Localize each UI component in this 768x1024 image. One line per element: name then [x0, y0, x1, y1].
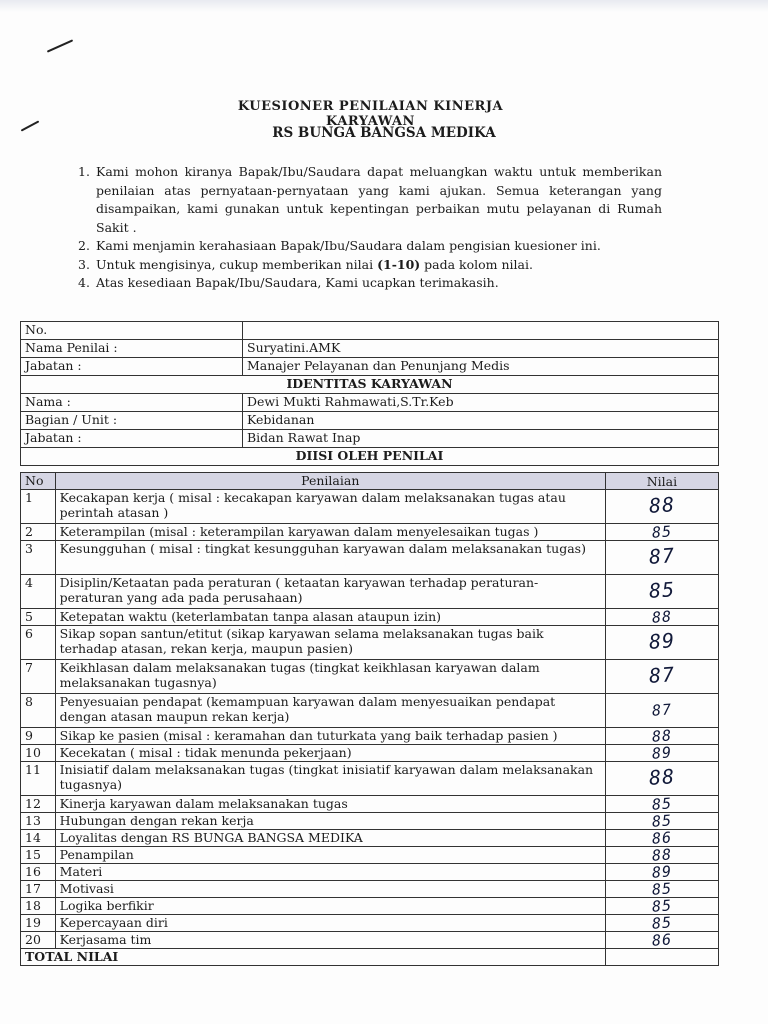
handwritten-score: 88: [651, 844, 673, 865]
handwritten-score: 87: [651, 700, 673, 720]
table-row: 4 Disiplin/Ketaatan pada peraturan ( ketaatan karyawan terhadap peraturan-peraturan yang ada pada perusahaan) 85: [21, 575, 719, 609]
table-row: 20 Kerjasama tim 86: [21, 932, 719, 949]
instruction-item: 2. Kami menjamin kerahasiaan Bapak/Ibu/Saudara dalam pengisian kuesioner ini.: [78, 238, 601, 253]
table-row: 7 Keikhlasan dalam melaksanakan tugas (tingkat keikhlasan karyawan dalam melaksanakan tugasnya) 87: [21, 660, 719, 694]
instruction-item: 3. Untuk mengisinya, cukup memberikan nilai (1-10) pada kolom nilai.: [78, 256, 533, 272]
table-row: 5 Ketepatan waktu (keterlambatan tanpa alasan ataupun izin) 88: [21, 609, 719, 626]
table-row: 14 Loyalitas dengan RS BUNGA BANGSA MEDIKA 86: [21, 830, 719, 847]
table-row: 2 Keterampilan (misal : keterampilan karyawan dalam menyelesaikan tugas ) 85: [21, 524, 719, 541]
table-row: 19 Kepercayaan diri 85: [21, 915, 719, 932]
document-title: RS BUNGA BANGSA MEDIKA: [272, 125, 496, 141]
handwritten-score: 88: [648, 764, 676, 790]
identity-table: [20, 321, 719, 466]
table-row: 1 Kecakapan kerja ( misal : kecakapan karyawan dalam melaksanakan tugas atau perintah atasan ) 88: [21, 490, 719, 524]
no-value: [243, 322, 719, 340]
handwritten-score: 86: [651, 827, 673, 848]
handwritten-score: 85: [648, 577, 676, 603]
jabatan-karyawan-value: Bidan Rawat Inap: [243, 430, 719, 448]
handwritten-score: 85: [651, 895, 673, 916]
jabatan-karyawan-label: Jabatan :: [21, 430, 243, 448]
handwritten-score: 85: [651, 810, 673, 831]
handwritten-score: 88: [648, 492, 676, 518]
table-row: 17 Motivasi 85: [21, 881, 719, 898]
table-row: 13 Hubungan dengan rekan kerja 85: [21, 813, 719, 830]
table-row: 15 Penampilan 88: [21, 847, 719, 864]
handwritten-score: 88: [651, 725, 673, 746]
header-penilaian: Penilaian: [55, 473, 605, 490]
table-row: 11 Inisiatif dalam melaksanakan tugas (tingkat inisiatif karyawan dalam melaksanakan tugasnya) 88: [21, 762, 719, 796]
table-row: 18 Logika berfikir 85: [21, 898, 719, 915]
nama-label: Nama :: [21, 394, 243, 412]
header-nilai: Nilai: [605, 473, 718, 490]
pen-stroke-mark: [47, 39, 73, 52]
cut-off-header: KUESIONER PENILAIAN KINERJA KARYAWAN: [237, 99, 504, 129]
scan-shadow: [0, 0, 768, 12]
handwritten-score: 86: [651, 929, 673, 950]
handwritten-score: 85: [651, 793, 673, 814]
diisi-heading: DIISI OLEH PENILAI: [21, 448, 719, 466]
instructions-list: [74, 163, 662, 293]
handwritten-score: 89: [648, 628, 676, 654]
no-label: No.: [21, 322, 243, 340]
total-label: TOTAL NILAI: [21, 949, 606, 966]
score-table-header: [21, 473, 719, 490]
handwritten-score: 87: [648, 543, 676, 569]
bagian-label: Bagian / Unit :: [21, 412, 243, 430]
table-row: 10 Kecekatan ( misal : tidak menunda pekerjaan) 89: [21, 745, 719, 762]
table-row: 12 Kinerja karyawan dalam melaksanakan tugas 85: [21, 796, 719, 813]
table-row: 9 Sikap ke pasien (misal : keramahan dan tuturkata yang baik terhadap pasien ) 88: [21, 728, 719, 745]
penilai-label: Nama Penilai :: [21, 340, 243, 358]
handwritten-score: 85: [651, 878, 673, 899]
nama-value: Dewi Mukti Rahmawati,S.Tr.Keb: [243, 394, 719, 412]
header-no: No: [21, 473, 56, 490]
table-row: 3 Kesungguhan ( misal : tingkat kesungguhan karyawan dalam melaksanakan tugas) 87: [21, 541, 719, 575]
table-row: 16 Materi 89: [21, 864, 719, 881]
handwritten-score: 89: [651, 742, 673, 763]
handwritten-score: 88: [651, 606, 673, 627]
handwritten-score: 85: [651, 521, 673, 542]
jabatan-label: Jabatan :: [21, 358, 243, 376]
score-table: [20, 472, 719, 966]
table-row: 6 Sikap sopan santun/etitut (sikap karyawan selama melaksanakan tugas baik terhadap atasan, rekan kerja, maupun pasien) 89: [21, 626, 719, 660]
penilai-value: Suryatini.AMK: [243, 340, 719, 358]
handwritten-score: 85: [651, 912, 673, 933]
bagian-value: Kebidanan: [243, 412, 719, 430]
handwritten-score: 89: [651, 861, 673, 882]
instruction-item: 4. Atas kesediaan Bapak/Ibu/Saudara, Kami ucapkan terimakasih.: [78, 275, 499, 290]
jabatan-value: Manajer Pelayanan dan Penunjang Medis: [243, 358, 719, 376]
table-row: 8 Penyesuaian pendapat (kemampuan karyawan dalam menyesuaikan pendapat dengan atasan maupun rekan kerja) 87: [21, 694, 719, 728]
handwritten-score: 87: [648, 662, 676, 688]
identitas-heading: IDENTITAS KARYAWAN: [21, 376, 719, 394]
total-value[interactable]: [605, 949, 718, 966]
total-row: [21, 949, 719, 966]
instruction-item: 1. Kami mohon kiranya Bapak/Ibu/Saudara dapat meluangkan waktu untuk memberikan penilaian atas pernyataan-pernyataan yang kami ajukan. Semua keterangan yang disampaikan, kami gunakan untuk kepentingan perbaikan mutu pelayanan di Rumah Sakit .: [78, 164, 662, 235]
